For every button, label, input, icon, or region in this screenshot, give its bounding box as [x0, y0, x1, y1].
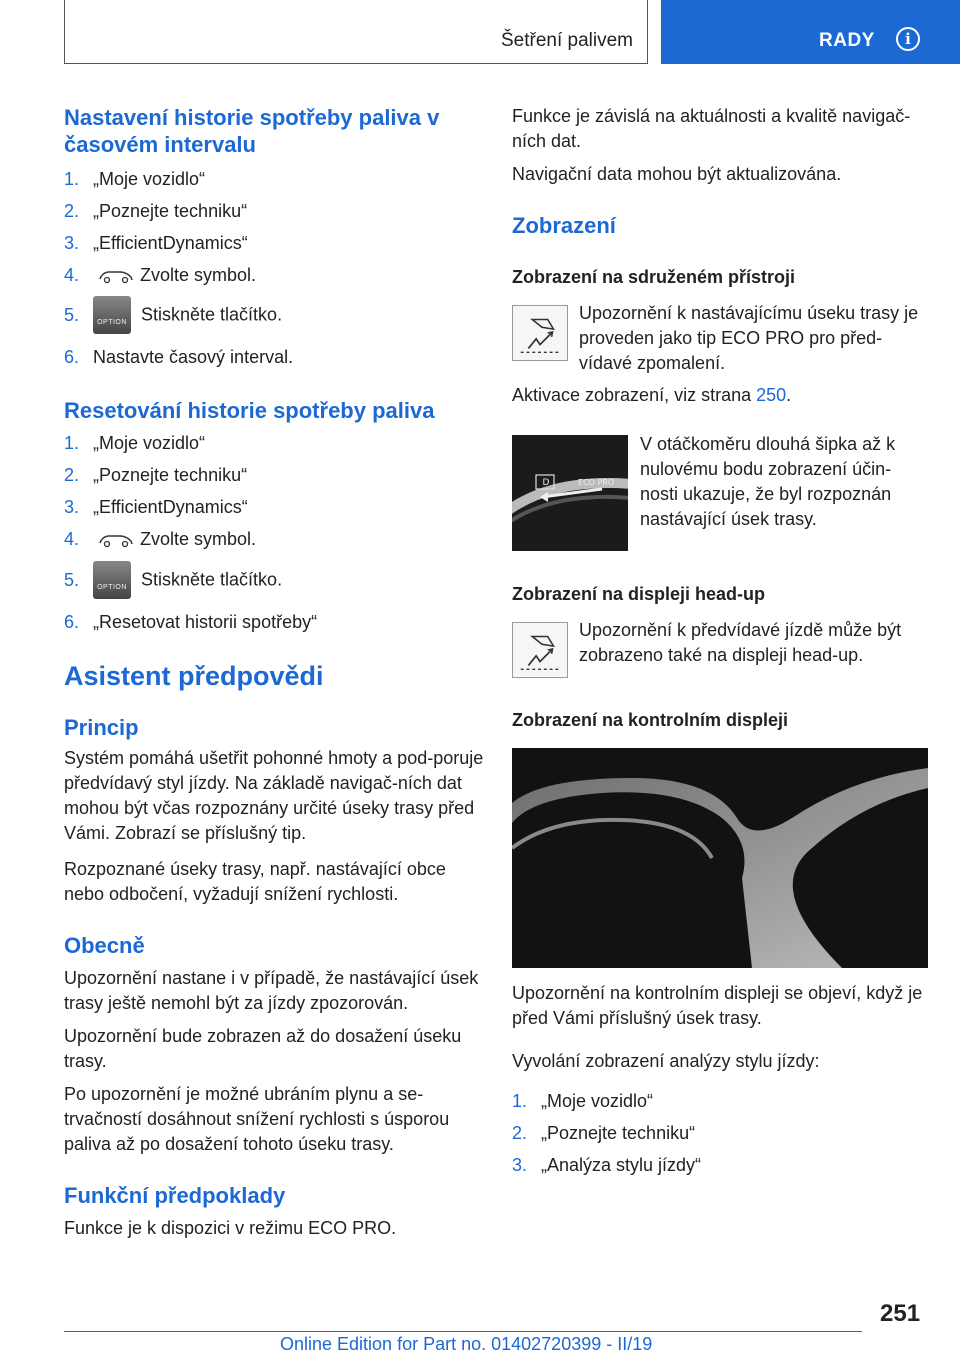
- eco-tip-hud-icon: [512, 622, 568, 678]
- list-item: 1. „Moje vozidlo“: [64, 433, 206, 453]
- list-item: 5. OPTION Stiskněte tlačítko.: [64, 561, 282, 599]
- paragraph-general-2: Upozornění bude zobrazen až do dosažení úseku trasy.: [64, 1026, 462, 1071]
- list-item: 5. OPTION Stiskněte tlačítko.: [64, 296, 282, 334]
- gear-indicator: D: [542, 478, 550, 488]
- paragraph-cluster: Upozornění k nastávajícímu úseku trasy je proveden jako tip ECO PRO pro před-vídavé zpomalení.: [579, 303, 919, 373]
- info-icon: i: [896, 27, 920, 51]
- section-title: Šetření palivem: [500, 30, 633, 51]
- heading-display: Zobrazení: [512, 213, 616, 238]
- list-item: 6. „Resetovat historii spotřeby“: [64, 612, 318, 632]
- paragraph-principle-1: Systém pomáhá ušetřit pohonné hmoty a pod-poruje předvídavý styl jízdy. Na základě navigač-ních dat mohou být včas rozpoznány určité úseky trasy před Vámi. Zobrazí se příslušný tip.: [64, 748, 484, 843]
- paragraph-hud: Upozornění k předvídavé jízdě může být zobrazeno také na displeji head-up.: [579, 620, 902, 665]
- paragraph-general-1: Upozornění nastane i v případě, že nastávající úsek trasy ještě nemohl být za jízdy zpozorován.: [64, 968, 479, 1013]
- car-icon: [98, 531, 134, 549]
- page-link[interactable]: 250: [756, 385, 787, 405]
- list-item: 1. „Moje vozidlo“: [64, 169, 206, 189]
- paragraph-nav-2: Navigační data mohou být aktualizována.: [512, 164, 842, 184]
- chapter-label: RADY: [819, 30, 875, 51]
- paragraph-principle-2: Rozpoznané úseky trasy, např. nastávající obce nebo odbočení, vyžadují snížení rychlosti.: [64, 859, 446, 904]
- heading-control: Zobrazení na kontrolním displeji: [512, 710, 789, 730]
- footer-divider: [64, 1331, 862, 1332]
- list-item: 2. „Poznejte techniku“: [64, 465, 248, 485]
- eco-pro-label: ECO PRO: [578, 478, 615, 487]
- paragraph-nav-1: Funkce je závislá na aktuálnosti a kvalitě navigač-ních dat.: [512, 106, 911, 151]
- heading-hud: Zobrazení na displeji head-up: [512, 584, 766, 604]
- option-button-icon: OPTION: [93, 561, 131, 599]
- list-item: 2. „Poznejte techniku“: [64, 201, 248, 221]
- paragraph-control: Upozornění na kontrolním displeji se objeví, když je před Vámi příslušný úsek trasy.: [512, 983, 923, 1028]
- heading-cluster: Zobrazení na sdruženém přístroji: [512, 267, 796, 287]
- list-item: 3. „Analýza stylu jízdy“: [512, 1155, 702, 1175]
- option-button-icon: OPTION: [93, 296, 131, 334]
- heading-requirements: Funkční předpoklady: [64, 1183, 286, 1208]
- paragraph-general-3: Po upozornění je možné ubráním plynu a se-trvačností dosáhnout snížení rychlosti s úsporou paliva až po dosažení tohoto úseku trasy.: [64, 1084, 450, 1154]
- header-chapter-tab[interactable]: [661, 0, 960, 64]
- heading-assistant: Asistent předpovědi: [64, 661, 324, 691]
- paragraph-activation: Aktivace zobrazení, viz strana 250.: [512, 385, 792, 405]
- paragraph-analysis: Vyvolání zobrazení analýzy stylu jízdy:: [512, 1051, 820, 1071]
- footer-edition: Online Edition for Part no. 01402720399 - II/19: [280, 1334, 653, 1354]
- list-item: 4. Zvolte symbol.: [64, 265, 257, 285]
- list-item: 2. „Poznejte techniku“: [512, 1123, 696, 1143]
- eco-tip-icon: [512, 305, 568, 361]
- heading-reset: Resetování historie spotřeby paliva: [64, 398, 435, 423]
- heading-general: Obecně: [64, 933, 145, 958]
- list-item: 4. Zvolte symbol.: [64, 529, 257, 549]
- heading-history-interval: Nastavení historie spotřeby paliva v časovém intervalu: [64, 105, 440, 157]
- list-item: 3. „EfficientDynamics“: [64, 497, 248, 517]
- list-item: 3. „EfficientDynamics“: [64, 233, 248, 253]
- list-item: 1. „Moje vozidlo“: [512, 1091, 654, 1111]
- paragraph-requirements: Funkce je k dispozici v režimu ECO PRO.: [64, 1218, 397, 1238]
- list-item: 6. Nastavte časový interval.: [64, 347, 294, 367]
- control-display-image: [512, 748, 928, 968]
- car-icon: [98, 267, 134, 285]
- paragraph-tacho: V otáčkoměru dlouhá šipka až k nulovému bodu zobrazení účin-nosti ukazuje, že byl rozpoznán nastávající úsek trasy.: [640, 434, 896, 529]
- heading-principle: Princip: [64, 715, 139, 740]
- tachometer-image: [512, 435, 628, 551]
- page-number: 251: [880, 1300, 921, 1327]
- header-section-box: [64, 0, 648, 64]
